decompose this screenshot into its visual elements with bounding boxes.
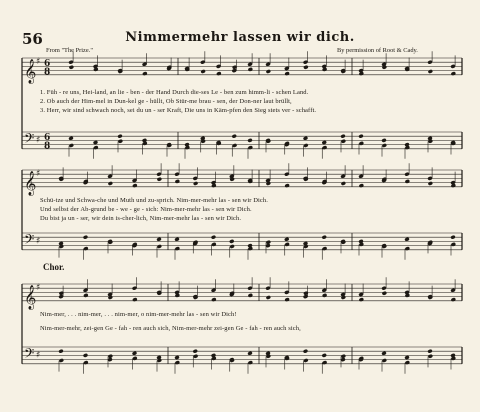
note-head [108, 354, 113, 359]
note-head [157, 177, 162, 182]
lyric-line: 2. Ob auch der Him-mel in Dun-kel ge - hüllt, Ob Stür-me brau - sen, der Don-ner laut brüllt, [40, 98, 292, 105]
note-head [132, 351, 137, 356]
note-head [382, 291, 387, 296]
note-head [428, 69, 433, 74]
note-head [229, 239, 234, 244]
note-head [341, 181, 346, 186]
treble-clef-icon: 𝄞 [24, 58, 37, 83]
time-signature-bottom: 8 [44, 141, 51, 152]
note-head [229, 244, 234, 249]
lyric-line: Und selbst der Ab-grund be - we - ge - sich: Nim-mer-mehr las - sen wir Dich. [40, 206, 252, 213]
sharp-icon: ♯ [36, 169, 41, 180]
note-head [341, 139, 346, 144]
note-head [216, 71, 221, 76]
note-head [322, 235, 327, 240]
note-head [382, 358, 387, 363]
permission-credit: By permission of Root & Cady. [337, 47, 418, 54]
note-head [284, 237, 289, 242]
sharp-icon: ♯ [36, 135, 41, 146]
note-head [322, 246, 327, 251]
note-head [248, 67, 253, 72]
note-head [451, 242, 456, 247]
note-head [322, 140, 327, 145]
note-head [193, 354, 198, 359]
hymn-title: Nimmermehr lassen wir dich. [125, 30, 355, 45]
lyric-line: Nim-mer, . . . nim-mer, . . . nim-mer, o nim-mer-mehr las - sen wir Dich! [40, 311, 237, 318]
note-head [359, 297, 364, 302]
note-head [232, 143, 237, 148]
note-head [248, 360, 253, 365]
note-head [68, 136, 73, 141]
note-head [248, 145, 253, 150]
note-head [83, 235, 88, 240]
note-head [157, 244, 162, 249]
sharp-icon: ♯ [36, 283, 41, 294]
note-head [284, 183, 289, 188]
note-head [382, 143, 387, 148]
note-head [118, 139, 123, 144]
note-head [58, 349, 63, 354]
note-head [142, 71, 147, 76]
note-head [303, 349, 308, 354]
chorus-label: Chor. [43, 262, 65, 272]
note-head [175, 246, 180, 251]
sharp-icon: ♯ [36, 236, 41, 247]
lyric-line: 1. Füh - re uns, Hei-land, an lie - ben - der Hand Durch die-ses Le - ben zum himm-li - schen Land. [40, 89, 309, 96]
note-head [451, 71, 456, 76]
note-head [211, 242, 216, 247]
note-head [322, 145, 327, 150]
note-head [341, 354, 346, 359]
note-head [174, 237, 179, 242]
note-head [108, 181, 113, 186]
treble-clef-icon: 𝄞 [24, 284, 37, 309]
note-head [303, 65, 308, 70]
note-head [83, 293, 88, 298]
sharp-icon: ♯ [36, 57, 41, 68]
time-signature-top: 6 [44, 58, 51, 69]
note-head [322, 360, 327, 365]
note-head [428, 181, 433, 186]
note-head [450, 235, 455, 240]
note-head [427, 349, 432, 354]
note-head [247, 351, 252, 356]
note-head [284, 71, 289, 76]
bass-clef-icon: 𝄢 [24, 345, 35, 365]
note-head [266, 240, 271, 245]
note-head [322, 293, 327, 298]
note-head [284, 297, 289, 302]
lyric-line: Du bist ja un - ser, wir dein is-cher-lich, Nim-mer-mehr las - sen wir Dich. [40, 215, 242, 222]
note-head [381, 351, 386, 356]
treble-clef-icon: 𝄞 [24, 170, 37, 195]
note-head [59, 358, 64, 363]
note-head [404, 237, 409, 242]
note-head [69, 143, 74, 148]
note-head [117, 134, 122, 139]
bass-clef-icon: 𝄢 [24, 231, 35, 251]
note-head [322, 353, 327, 358]
note-head [303, 143, 308, 148]
page-number: 56 [22, 30, 43, 48]
lyric-line: Schü-tze und Schwa-che und Muth und zu-sprich. Nim-mer-mehr las - sen wir Dich. [40, 197, 268, 204]
note-head [156, 237, 161, 242]
note-head [451, 297, 456, 302]
note-head [428, 354, 433, 359]
note-head [83, 246, 88, 251]
note-head [381, 138, 386, 143]
note-head [211, 297, 216, 302]
note-head [247, 138, 252, 143]
source-credit: From "The Prize." [46, 47, 93, 54]
note-head [358, 134, 363, 139]
note-head [69, 65, 74, 70]
note-head [405, 246, 410, 251]
note-head [232, 134, 237, 139]
note-head [132, 297, 137, 302]
time-signature-bottom: 8 [44, 67, 51, 78]
lyric-line: Nim-mer-mehr, zei-gen Ge - fah - ren auch sich, Nim-mer-mehr zei-gen Ge - fah - ren auch sich, [40, 325, 301, 332]
note-head [193, 181, 198, 186]
note-head [175, 179, 180, 184]
note-head [266, 69, 271, 74]
note-head [175, 360, 180, 365]
note-head [340, 134, 345, 139]
lyric-line: 3. Herr, wir sind schwach noch, sei du un - ser Kraft, Die uns in Käm-pfen den Sieg stets ver - schafft. [40, 107, 317, 114]
note-head [132, 356, 137, 361]
note-head [266, 295, 271, 300]
note-head [174, 355, 179, 360]
note-head [359, 183, 364, 188]
note-head [405, 179, 410, 184]
note-head [404, 355, 409, 360]
note-head [93, 140, 98, 145]
bass-clef-icon: 𝄢 [24, 130, 35, 150]
note-head [359, 141, 364, 146]
note-head [303, 136, 308, 141]
note-head [248, 293, 253, 298]
note-head [83, 353, 88, 358]
note-head [303, 358, 308, 363]
sharp-icon: ♯ [36, 350, 41, 361]
note-head [93, 145, 98, 150]
note-head [211, 235, 216, 240]
note-head [284, 242, 289, 247]
note-head [200, 69, 205, 74]
note-head [83, 360, 88, 365]
time-signature-top: 6 [44, 132, 51, 143]
note-head [405, 360, 410, 365]
note-head [193, 349, 198, 354]
note-head [132, 183, 137, 188]
